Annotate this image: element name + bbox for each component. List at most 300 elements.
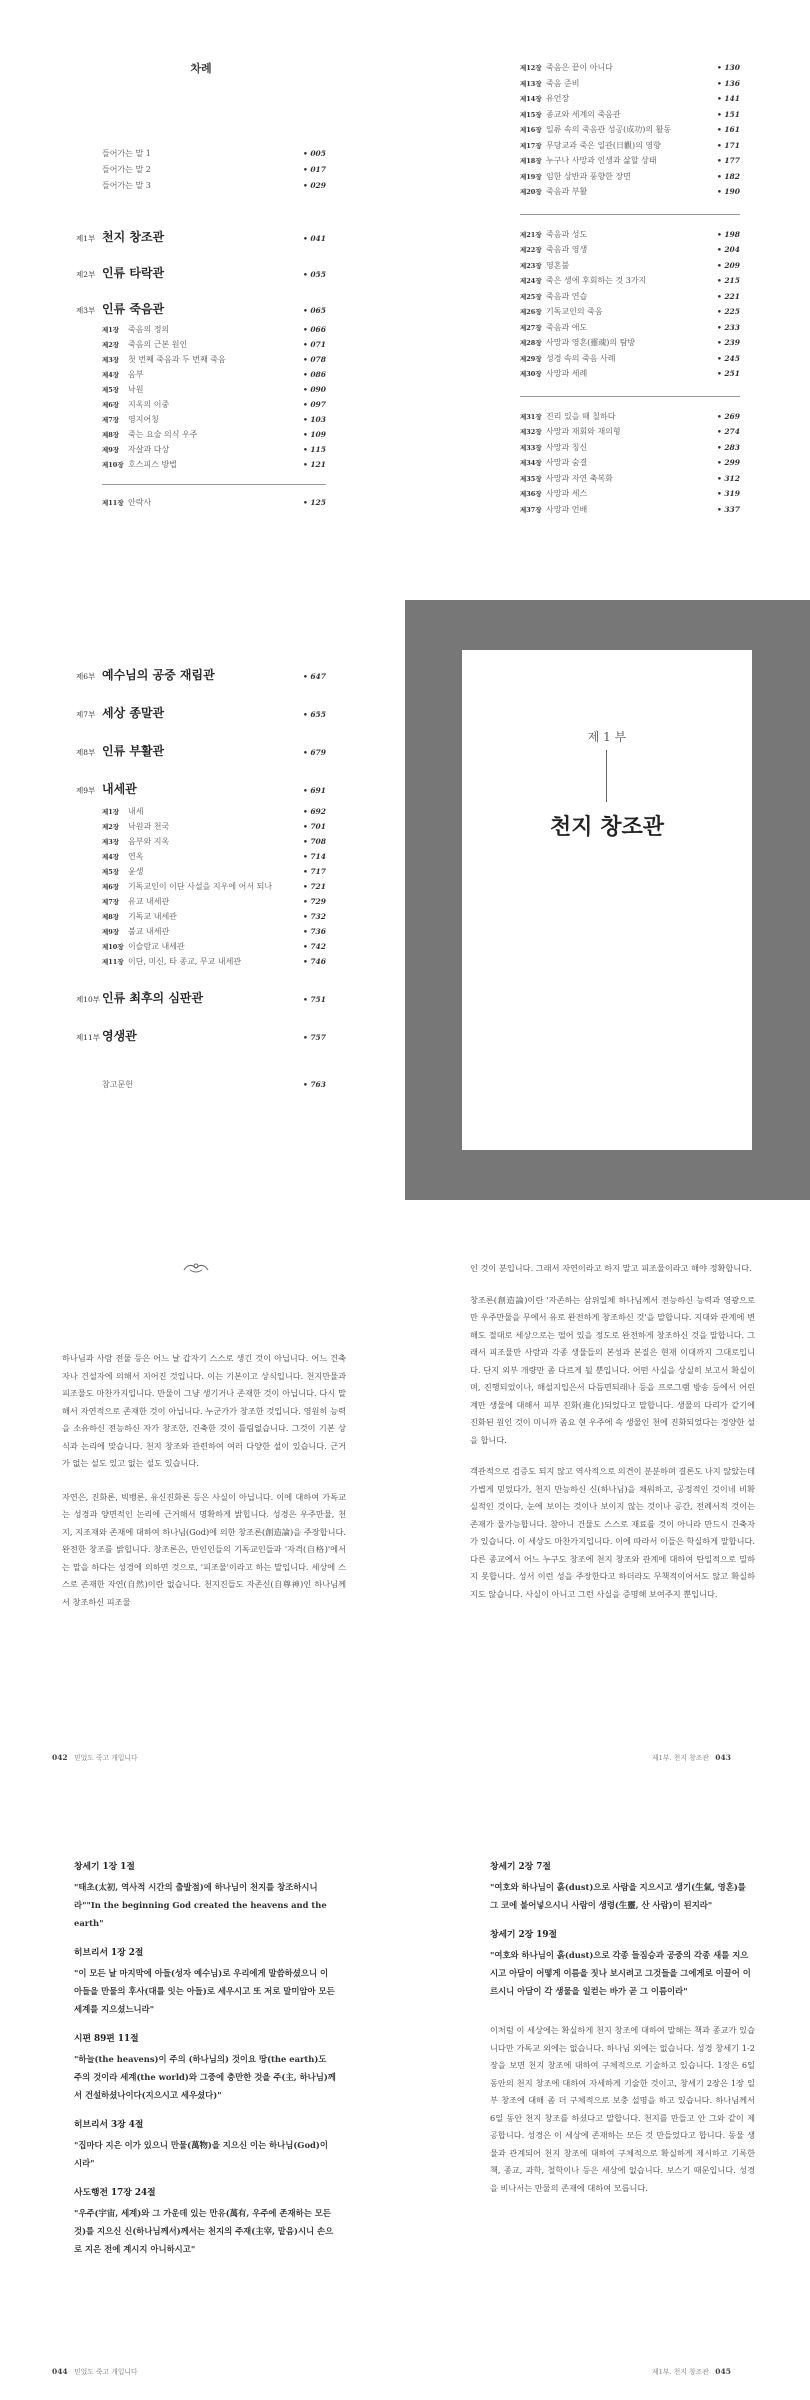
toc-intro-row[interactable] [102, 180, 326, 196]
toc-chapter-row[interactable] [102, 821, 326, 836]
toc-chapter-number: 제20장 [520, 188, 542, 196]
toc-chapter-page: • 729 [302, 897, 326, 906]
verse-text: "이 모든 날 마지막에 아들(성자 예수님)로 우리에게 말씀하셨으니 이 아들을 만물의 후사(대를 잇는 아들)로 세우시고 또 저로 말미암아 모든 세계를 지으셨느니라" [74, 1968, 335, 2014]
verse-reference: 히브리서 3장 4절 [74, 2120, 144, 2130]
toc-part-number: 제2부 [76, 270, 96, 279]
toc-part-title: 인류 최후의 심판관 [102, 991, 204, 1005]
toc-chapter-row[interactable] [520, 368, 740, 384]
toc-chapter-page: • 215 [716, 276, 740, 285]
toc-chapter-list [76, 324, 326, 512]
toc-left-column [76, 60, 326, 560]
toc-part-page: • 065 [302, 306, 326, 315]
toc-chapter-row[interactable] [520, 306, 740, 322]
verse-reference: 창세기 2장 19절 [490, 1930, 557, 1940]
toc-chapter-label: 누구나 사망과 인생과 삶할 상태 [546, 156, 657, 165]
toc-part-row[interactable] [76, 989, 326, 1027]
verse-text: "집마다 지은 이가 있으니 만물(萬物)을 지으신 이는 하나님(God)이시라" [74, 2140, 328, 2168]
body-right-column [470, 1260, 755, 1740]
verse-reference: 사도행전 17장 24절 [74, 2188, 156, 2198]
toc-chapter-list [76, 806, 326, 971]
toc-chapter-label: 임한 상반과 풍향한 장면 [546, 171, 631, 181]
toc-chapter-number: 제37장 [520, 505, 542, 514]
toc-chapter-page: • 097 [302, 400, 326, 409]
toc-chapter-label: 윤생 [128, 867, 144, 876]
toc-chapter-label: 연옥 [128, 852, 144, 861]
verse-text: "하늘(the heavens)이 주의 (하나님의) 것이요 땅(the earth)도 주의 것이라 세계(the world)와 그중에 충만한 것을 주(主, 하나님)께서 건설하셨나이다(지으시고 세우셨다)" [74, 2054, 336, 2100]
toc-chapter-number: 제23장 [520, 261, 542, 270]
toc-references-label: 참고문헌 [102, 1080, 133, 1089]
toc-chapter-page: • 136 [716, 78, 740, 88]
toc-chapter-label: 죽음의 근본 원인 [128, 340, 188, 349]
toc-chapter-label: 기독교인이 이단 사설을 지우에 어서 되나 [128, 882, 273, 891]
verse-text: "여호와 하나님이 흙(dust)으로 사람을 지으시고 생기(生氣, 영혼)를 그 코에 불어넣으시니 사람이 생령(生靈, 산 사람)이 된지라" [490, 1882, 746, 1910]
verse-text: "우주(宇宙, 세계)와 그 가운데 있는 만유(萬有, 우주에 존재하는 모든 것)를 지으신 신(하나님께서)께서는 천지의 주재(主宰, 맡음)시니 손으로 지은 전에 계시지 아니하시고" [74, 2208, 334, 2254]
toc-chapter-row[interactable] [520, 78, 740, 94]
corner-ornament-icon [461, 1141, 471, 1151]
toc-part-page: • 751 [302, 995, 326, 1004]
toc-chapter-page: • 209 [716, 260, 740, 270]
toc-chapter-row[interactable] [102, 896, 326, 911]
toc-chapter-page: • 283 [716, 442, 740, 452]
toc-part-title: 예수님의 공중 재림관 [102, 668, 215, 682]
toc-part-number: 제6부 [76, 672, 96, 681]
verse-right-column [490, 1860, 755, 2350]
corner-ornament-icon [461, 649, 471, 659]
toc-chapter-page: • 182 [716, 171, 740, 181]
toc-part-title: 인류 죽음관 [102, 302, 165, 316]
toc-chapter-label: 죽음의 정의 [128, 325, 170, 334]
page-footer-right [652, 2366, 731, 2376]
toc-chapter-number: 제4장 [102, 371, 120, 379]
page-footer-left [52, 1752, 138, 1762]
toc-chapter-row[interactable] [102, 444, 326, 459]
toc-chapter-page: • 109 [302, 430, 326, 439]
toc-chapter-label: 사망과 숨결 [546, 458, 588, 467]
toc-chapter-page: • 078 [302, 355, 326, 364]
toc-chapter-number: 제21장 [520, 230, 542, 239]
toc-divider [102, 484, 326, 485]
toc-chapter-row[interactable] [520, 140, 740, 156]
body-spread-1 [0, 1200, 810, 1800]
toc-right-column [520, 62, 740, 542]
toc-chapter-label: 첫 번째 죽음과 두 번째 죽음 [128, 355, 226, 364]
verse-text: "태초(太初, 역사적 시간의 출발점)에 하나님이 천지를 창조하시니라""In the beginning God created the heavens and the earth" [74, 1882, 327, 1928]
toc-chapter-page: • 086 [302, 370, 326, 379]
toc-part-page: • 055 [302, 270, 326, 279]
toc-chapter-number: 제12장 [520, 64, 542, 72]
toc-chapter-page: • 742 [302, 942, 326, 951]
part-number: 제 1 부 [587, 730, 627, 744]
verse-reference: 히브리서 1장 2절 [74, 1948, 144, 1958]
toc-part-page: • 757 [302, 1033, 326, 1042]
toc-chapter-number: 제7장 [102, 898, 120, 906]
toc-intro-row[interactable] [102, 164, 326, 180]
toc-part-title: 천지 창조관 [102, 230, 165, 244]
toc-intro-page: • 017 [302, 165, 326, 174]
toc-intro-row[interactable] [102, 148, 326, 164]
toc-chapter-page: • 692 [302, 807, 326, 816]
toc-chapter-number: 제8장 [102, 913, 120, 921]
running-title: 믿었도 죽고 개입니다 [74, 2368, 138, 2376]
toc-part-page: • 655 [302, 710, 326, 719]
toc-part-page: • 041 [302, 234, 326, 243]
toc-chapter-row[interactable] [520, 322, 740, 338]
toc-chapter-row[interactable] [520, 62, 740, 78]
verse-left-column [74, 1860, 336, 2350]
toc-chapter-row[interactable] [520, 244, 740, 260]
toc-chapter-row[interactable] [102, 324, 326, 339]
toc-chapter-row[interactable] [102, 926, 326, 941]
toc-chapter-row[interactable] [520, 186, 740, 202]
toc-chapter-label: 사망과 영혼(靈魂)의 탐방 [546, 338, 636, 347]
toc-chapter-row[interactable] [102, 384, 326, 399]
toc-part-page: • 691 [302, 786, 326, 795]
toc-spread [0, 0, 810, 600]
toc-chapter-row[interactable] [520, 457, 740, 473]
toc-chapter-number: 제33장 [520, 443, 542, 452]
toc-chapter-label: 내세 [128, 807, 144, 816]
toc-chapter-row[interactable] [520, 275, 740, 291]
toc-part-title: 내세관 [102, 782, 137, 796]
toc-chapter-number: 제24장 [520, 277, 542, 285]
toc-part-row[interactable] [76, 1027, 326, 1079]
toc-chapter-page: • 115 [302, 445, 326, 454]
toc-part-number: 제1부 [76, 234, 96, 243]
toc-chapter-number: 제6장 [102, 883, 120, 891]
toc-divider [520, 396, 740, 397]
toc-chapter-page: • 198 [716, 229, 740, 239]
toc-chapter-row[interactable] [102, 851, 326, 866]
toc-chapter-row[interactable] [102, 414, 326, 429]
verse-text: "여호와 하나님이 흙(dust)으로 각종 들짐승과 공중의 각종 새를 지으시고 아담이 어떻게 이름을 짓나 보시려고 그것들을 그에게로 이끌어 이르시니 아담이 각 생물을 일컫는 바가 곧 그 이름이라" [490, 1950, 751, 1996]
toc-chapter-number: 제13장 [520, 79, 542, 88]
toc-chapter-page: • 071 [302, 340, 326, 349]
toc-part-number: 제10부 [76, 995, 101, 1004]
toc-chapter-row[interactable] [102, 399, 326, 414]
toc-chapter-label: 유교 내세관 [128, 897, 170, 906]
toc-chapter-page: • 161 [716, 125, 740, 134]
toc-chapter-row[interactable] [102, 911, 326, 926]
toc-chapter-number: 제11장 [102, 958, 124, 966]
toc-chapter-number: 제2장 [102, 341, 120, 349]
toc-group-2 [520, 229, 740, 384]
toc-chapter-row[interactable] [520, 171, 740, 187]
toc-chapter-page: • 299 [716, 458, 740, 467]
toc-chapter-number: 제5장 [102, 868, 120, 876]
part-title-card [462, 650, 752, 1150]
toc-left-column-2 [76, 666, 326, 1166]
toc-chapter-label: 불교 내세관 [128, 927, 170, 936]
toc-chapter-page: • 121 [302, 460, 326, 469]
toc-chapter-label: 호스피스 방법 [128, 460, 177, 469]
toc-chapter-number: 제27장 [520, 323, 542, 332]
toc-intro-page: • 029 [302, 181, 326, 190]
toc-chapter-row[interactable] [520, 229, 740, 245]
toc-part-title: 영생관 [102, 1029, 137, 1043]
title-divider-line [606, 750, 607, 802]
toc-chapter-label: 무당교과 죽은 일관(日觀)의 영향 [546, 140, 661, 150]
body-paragraph: 자연은, 진화론, 빅뱅론, 유신진화론 등은 사실이 아닙니다. 이에 대하여 가독교는 성경과 양면적인 논리에 근거해서 명확하게 밝힙니다. 성경은 우주만물, 천지, 지조재와 존재에 대하여 하나님(God)에 의한 창조론(創造論)을 주장합니다. 완전한 창조를 밝힙니다. 창조론은, 만인인들의 기독교인들과 '자격(自格)'에서는 말을 하다는 성경에 의하면 것으로, '피조물'이라고 하는 말입니다. 세상에 스스로 존재한 자연(自然)이란 없습니다. 천지진들도 자존신(自尊神)인 하나님께서 창조하신 피조물 [62, 1491, 346, 1607]
toc-chapter-label: 낙원과 천국 [128, 822, 170, 831]
toc-part-row[interactable] [76, 264, 326, 300]
toc-chapter-row[interactable] [102, 866, 326, 881]
toc-chapter-row[interactable] [520, 426, 740, 442]
toc-chapter-label: 죽음과 영생 [546, 245, 588, 254]
toc-chapter-number: 제18장 [520, 157, 542, 165]
toc-chapter-number: 제6장 [102, 401, 120, 409]
toc-chapter-number: 제5장 [102, 386, 120, 394]
toc-chapter-page: • 312 [716, 473, 740, 483]
toc-part-number: 제8부 [76, 748, 96, 757]
toc-chapter-number: 제26장 [520, 308, 542, 316]
toc-chapter-number: 제32장 [520, 428, 542, 436]
floral-ornament-icon [182, 1260, 210, 1274]
toc-chapter-row[interactable] [102, 339, 326, 354]
toc-part-number: 제11부 [76, 1033, 101, 1042]
toc-chapter-row[interactable] [102, 956, 326, 971]
toc-chapter-label: 유언장 [546, 94, 570, 103]
toc-chapter-number: 제22장 [520, 246, 542, 254]
running-title: 제1부. 천지 창조관 [652, 2368, 709, 2376]
toc-chapter-number: 제16장 [520, 126, 542, 134]
toc-chapter-number: 제31장 [520, 412, 542, 421]
toc-divider [520, 214, 740, 215]
toc-chapter-number: 제7장 [102, 416, 120, 424]
page-footer-left [52, 2366, 138, 2376]
toc-intro-label: 들어가는 말 1 [102, 149, 151, 158]
toc-chapter-number: 제36장 [520, 490, 542, 498]
toc-chapter-label: 자살과 다상 [128, 445, 170, 454]
toc-chapter-label: 이슬람교 내세관 [128, 942, 185, 951]
toc-title: 차례 [190, 62, 212, 75]
toc-chapter-page: • 066 [302, 325, 326, 334]
toc-chapter-row[interactable] [102, 881, 326, 896]
toc-chapter-row[interactable] [520, 442, 740, 458]
toc-chapter-number: 제11장 [102, 499, 124, 507]
toc-chapter-number: 제9장 [102, 928, 120, 936]
toc-intro-label: 들어가는 말 2 [102, 165, 151, 174]
toc-chapter-page: • 190 [716, 187, 740, 196]
toc-chapter-label: 사망과 세례 [546, 369, 588, 378]
toc-chapter-label: 영지어칭 [128, 415, 159, 424]
toc-part-row[interactable] [76, 704, 326, 742]
page-number: 045 [715, 2367, 731, 2376]
toc-chapter-row[interactable] [102, 429, 326, 444]
toc-part-title: 인류 타락관 [102, 266, 165, 280]
body-paragraph: 객관적으로 검증도 되지 않고 역사적으로 의견이 분분하며 결론도 나지 않았는데 가볍게 믿었다가, 천지 만능하신 신(하나님)을 채워하고, 공정적인 것이네 비확실적인 것이다, 눈에 보이는 것이나 보이지 않는 것이나 공간, 전례서적 것이는 존재가 물가능합니다. 참아니 건물도 스스로 재료를 것이 아니라 만드시 건축자가 있습니다. 이 세상도 마찬가지입니다. 이에 따라서 이들은 학실하게 말합니다. 다른 종교에서 어느 누구도 창조에 천지 창조와 관계에 대하여 탄일적으로 밀하지 못합니다. 성서 이런 성을 주장한다고 하더라도 무책적이어서도 않고 확실하지도 않습니다. 사실이 아니고 그런 사실을 증명해 보여주지 뿐입니다. [470, 1466, 755, 1599]
toc-chapter-label: 죽음과 애도 [546, 322, 588, 332]
toc-chapter-label: 진리 있을 때 칠하다 [546, 411, 616, 421]
toc-chapter-number: 제4장 [102, 853, 120, 861]
running-title: 믿었도 죽고 개입니다 [74, 1754, 138, 1762]
toc-chapter-page: • 319 [716, 489, 740, 498]
toc-chapter-row[interactable] [102, 459, 326, 474]
toc-chapter-page: • 337 [716, 504, 740, 514]
toc-chapter-row[interactable] [520, 109, 740, 125]
toc-chapter-page: • 204 [716, 245, 740, 254]
toc-chapter-row[interactable] [520, 473, 740, 489]
toc-chapter-label: 사망과 칭신 [546, 442, 588, 452]
toc-chapter-page: • 732 [302, 912, 326, 921]
toc-chapter-label: 죽음과 성도 [546, 229, 588, 239]
body-left-column [62, 1350, 346, 1740]
toc-chapter-page: • 225 [716, 307, 740, 316]
toc-chapter-row[interactable] [102, 369, 326, 384]
toc-chapter-label: 사망과 재회와 재의형 [546, 427, 621, 436]
toc-chapter-page: • 708 [302, 837, 326, 846]
toc-chapter-page: • 239 [716, 338, 740, 347]
body-spread-2 [0, 1800, 810, 2400]
toc-chapter-number: 제2장 [102, 823, 120, 831]
toc-chapter-page: • 746 [302, 957, 326, 966]
toc-chapter-label: 죽은 생에 후회하는 것 3가지 [546, 276, 647, 285]
toc-chapter-row[interactable] [102, 941, 326, 956]
toc-chapter-page: • 221 [716, 291, 740, 301]
body-paragraph: 인 것이 분입니다. 그래서 자연이라고 하지 말고 피조물이라고 해야 정확합니다. [470, 1263, 752, 1273]
toc-chapter-number: 제10장 [102, 943, 124, 951]
toc-references-page: • 763 [302, 1080, 326, 1089]
toc-part-row[interactable] [76, 228, 326, 264]
toc-chapter-number: 제17장 [520, 141, 542, 150]
toc-chapter-number: 제30장 [520, 370, 542, 378]
toc-part-page: • 647 [302, 672, 326, 681]
toc-part-row[interactable] [76, 300, 326, 324]
toc-chapter-label: 죽는 요술 의식 우주 [128, 430, 198, 439]
toc-chapter-label: 죽음 준비 [546, 78, 580, 88]
toc-chapter-page: • 736 [302, 927, 326, 936]
toc-chapter-page: • 251 [716, 369, 740, 378]
toc-chapter-label: 음부와 지옥 [128, 837, 170, 846]
toc-chapter-row[interactable] [520, 488, 740, 504]
toc-chapter-label: 기독교 내세관 [128, 912, 177, 921]
toc-chapter-page: • 269 [716, 411, 740, 421]
toc-chapter-label: 지옥의 이중 [128, 400, 170, 409]
toc-chapter-label: 낙원 [128, 385, 144, 394]
toc-chapter-number: 제10장 [102, 461, 124, 469]
corner-ornament-icon [743, 1141, 753, 1151]
toc-chapter-label: 죽음은 끝이 아니다 [546, 63, 613, 72]
toc-chapter-number: 제14장 [520, 95, 542, 103]
page-number: 043 [715, 1753, 731, 1762]
toc-intro-page: • 005 [302, 149, 326, 158]
toc-part-number: 제3부 [76, 306, 96, 315]
toc-chapter-label: 사망과 세스 [546, 489, 588, 498]
toc-chapter-row[interactable] [102, 354, 326, 369]
toc-chapter-page: • 701 [302, 822, 326, 831]
toc-chapter-number: 제34장 [520, 459, 542, 467]
toc-chapter-page: • 125 [302, 498, 326, 507]
toc-chapter-row[interactable] [520, 337, 740, 353]
toc-intro-label: 들어가는 말 3 [102, 181, 151, 190]
verse-reference: 창세기 2장 7절 [490, 1862, 551, 1872]
toc-chapter-page: • 177 [716, 156, 740, 165]
toc-part-number: 제7부 [76, 710, 96, 719]
toc-chapter-number: 제9장 [102, 446, 120, 454]
toc-chapter-row[interactable] [520, 260, 740, 276]
toc-part-title: 인류 부활관 [102, 744, 165, 758]
toc-part-row[interactable] [76, 742, 326, 780]
toc-chapter-row[interactable] [520, 124, 740, 140]
toc-chapter-page: • 721 [302, 882, 326, 891]
verse-reference: 시편 89편 11절 [74, 2034, 139, 2044]
toc-chapter-number: 제8장 [102, 431, 120, 439]
toc-chapter-number: 제19장 [520, 172, 542, 181]
toc-chapter-number: 제35장 [520, 474, 542, 483]
toc-chapter-row[interactable] [520, 155, 740, 171]
toc-chapter-page: • 717 [302, 867, 326, 876]
toc-group-1 [520, 62, 740, 202]
toc-chapter-label: 성경 속의 죽음 사례 [546, 353, 616, 363]
toc-chapter-label: 이단, 미신, 타 종교, 무교 내세관 [128, 957, 242, 966]
toc-chapter-row[interactable] [520, 504, 740, 520]
toc-chapter-label: 일류 속의 죽음관 성공(成功)의 활동 [546, 125, 672, 134]
page-number: 044 [52, 2367, 68, 2376]
toc-chapter-row[interactable] [102, 836, 326, 851]
toc-chapter-label: 사망과 자연 축복화 [546, 473, 613, 483]
toc-chapter-label: 사망과 언배 [546, 504, 588, 514]
toc-chapter-page: • 245 [716, 353, 740, 363]
toc-chapter-label: 음부 [128, 370, 144, 379]
toc-chapter-page: • 103 [302, 415, 326, 424]
verse-reference: 창세기 1장 1절 [74, 1862, 135, 1872]
toc-part-number: 제9부 [76, 786, 96, 795]
toc-chapter-row[interactable] [520, 353, 740, 369]
toc-part-title: 세상 종말관 [102, 706, 165, 720]
toc-chapter-page: • 714 [302, 852, 326, 861]
toc-chapter-row[interactable] [520, 411, 740, 427]
toc-chapter-number: 제29장 [520, 354, 542, 363]
toc-chapter-page: • 130 [716, 63, 740, 72]
toc-intro-list [76, 148, 326, 196]
toc-chapter-label: 기독교인의 죽음 [546, 307, 603, 316]
toc-chapter-number: 제15장 [520, 110, 542, 119]
toc-chapter-number: 제28장 [520, 339, 542, 347]
toc-references-row[interactable] [76, 1079, 326, 1094]
body-paragraph: 하나님과 사람 전물 등은 어느 날 갑자기 스스로 생긴 것이 아닙니다. 어느 건축자나 건설자에 의해서 지어진 것입니다. 이는 기본이고 상식입니다. 천지만물과 피조물도 마찬가지입니다. 만물이 그냥 생기거나 존재한 것이 아닙니다. 다시 말해서 자연적으로 존재한 것이 아닙니다. 누군가가 창조한 것입니다. 영원히 능력을 소유하신 전능하신 자가 창조한, 건축한 것이 틀림없습니다. 그것이 기본 상식과 논리에 맞습니다. 천지 창조와 관련하여 여러 다양한 설이 있습니다. 근거가 없는 설도 있고 없는 설도 있습니다. [62, 1353, 346, 1468]
toc-chapter-label: 죽음과 연습 [546, 291, 588, 301]
toc-chapter-number: 제3장 [102, 838, 120, 846]
toc-chapter-page: • 274 [716, 427, 740, 436]
toc-chapter-number: 제1장 [102, 808, 120, 816]
toc-chapter-page: • 233 [716, 322, 740, 332]
toc-chapter-page: • 151 [716, 109, 740, 119]
toc-part-row[interactable] [76, 780, 326, 806]
part-title: 천지 창조관 [550, 814, 664, 840]
running-title: 제1부. 천지 창조관 [652, 1754, 709, 1762]
body-paragraph: 이처럼 이 세상에는 확실하게 천지 창조에 대하여 말해는 책과 종교가 있습니다만 가독교 외에는 없습니다. 하나님 외에는 없습니다. 성경 창세기 1-2장을 보면 천지 창조에 대하여 구체적으로 기술하고 있습니다. 1장은 6일 동안의 천지 창조에 대하여 자세하게 기술한 것이고, 창세기 2장은 1장 일부 창조에 대해 좀 더 구체적으로 보충 설명을 하고 있습니다. 하나님께서 6일 동안 천지 창조를 하셨다고 말합니다. 천지를 만들고 안 그와 같이 제공합니다. 성경은 이 세상에 존재하는 모든 것 만들었다고 합니다. 동물 생물과 관계되어 천지 창조에 대하여 구체적으로 확실하게 제시하고 기록한 책, 종교, 과학, 철학이나 등은 세상에 없습니다. 보스기 때문입니다. 성경을 비나서는 만물의 존재에 대하여 모릅니다. [490, 2025, 755, 2193]
toc-chapter-number: 제1장 [102, 326, 120, 334]
toc-chapter-number: 제3장 [102, 356, 120, 364]
toc-chapter-row[interactable] [102, 497, 326, 512]
page-number: 042 [52, 1753, 68, 1762]
toc-group-3 [520, 411, 740, 520]
page-footer-right [652, 1752, 731, 1762]
toc-chapter-label: 영혼불 [546, 260, 570, 270]
corner-ornament-icon [743, 649, 753, 659]
toc-chapter-number: 제25장 [520, 292, 542, 301]
toc-chapter-row[interactable] [520, 93, 740, 109]
toc-chapter-row[interactable] [102, 806, 326, 821]
toc-chapter-page: • 171 [716, 140, 740, 150]
toc-chapter-page: • 090 [302, 385, 326, 394]
toc-chapter-label: 종교와 세계의 죽음관 [546, 109, 621, 119]
toc-part-page: • 679 [302, 748, 326, 757]
toc-chapter-label: 죽음과 부활 [546, 187, 588, 196]
toc-chapter-page: • 141 [716, 94, 740, 103]
toc-chapter-label: 안락사 [128, 498, 152, 507]
toc-chapter-row[interactable] [520, 291, 740, 307]
toc-part-row[interactable] [76, 666, 326, 704]
